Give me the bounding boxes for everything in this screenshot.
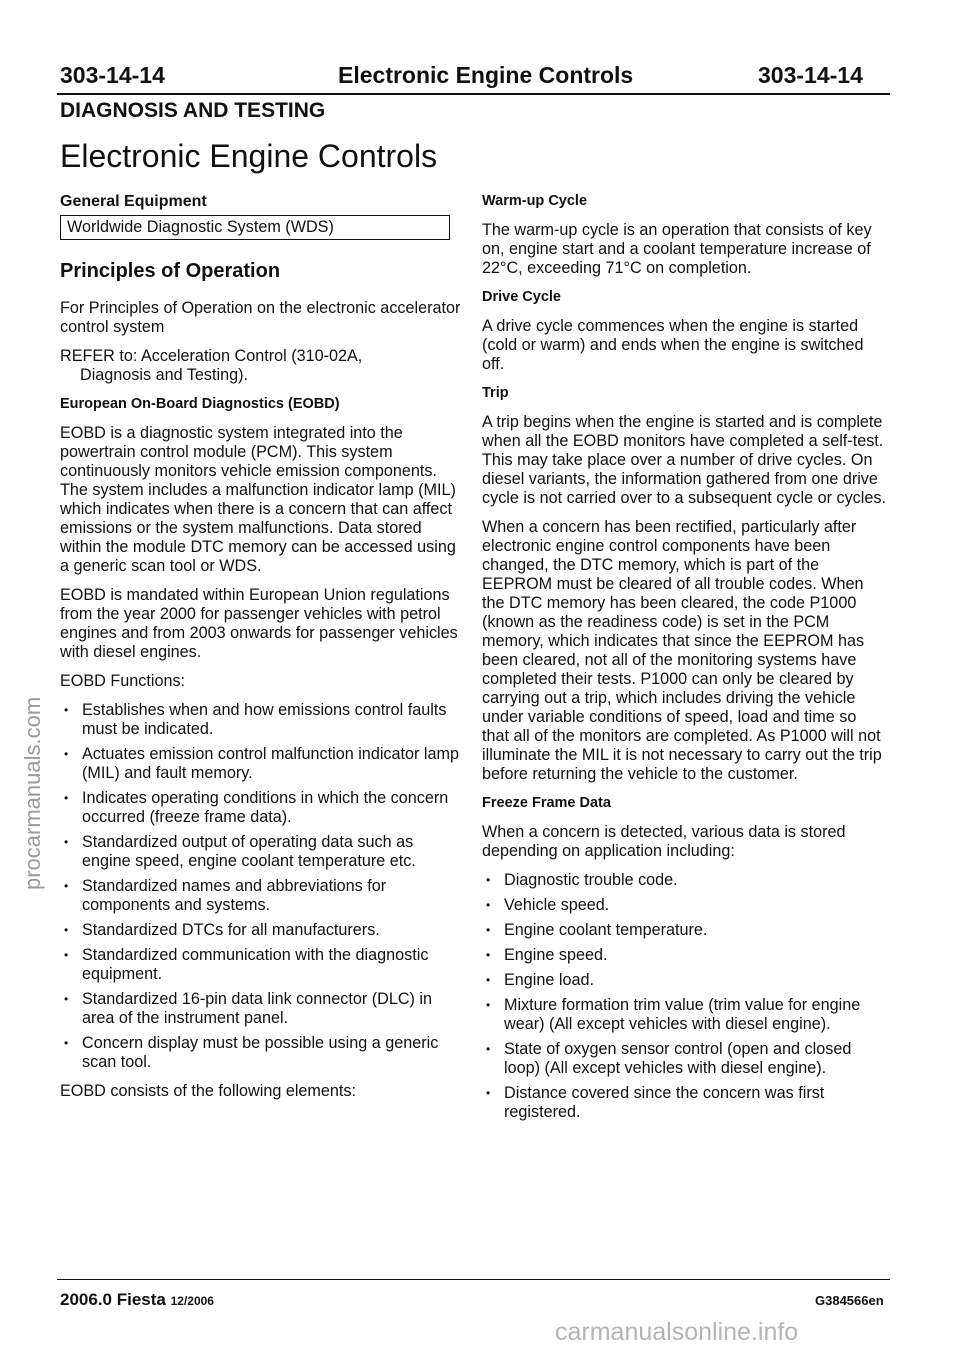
header-rule bbox=[57, 93, 890, 95]
principles-heading: Principles of Operation bbox=[60, 260, 281, 282]
drive-cycle-heading: Drive Cycle bbox=[482, 289, 561, 305]
equipment-table-cell: Worldwide Diagnostic System (WDS) bbox=[60, 215, 450, 240]
functions-label: EOBD Functions: bbox=[60, 672, 186, 690]
list-item: • Standardized communication with the diagnostic equipment. bbox=[60, 946, 465, 984]
eobd-paragraph-2: EOBD is mandated within European Union regulations from the year 2000 for passenger vehicles with petrol engines and from 2003 onwards for passenger vehicles with diesel engines. bbox=[60, 586, 458, 661]
bottom-watermark: carmanualsonline.info bbox=[555, 1318, 799, 1346]
trip-text: A trip begins when the engine is started and is complete when all the EOBD monitors have completed a self-test. This may take place over a number of drive cycles. On diesel variants, the information gathered from one drive cycle is not carried over to a subsequent cycle or cycles. bbox=[482, 413, 886, 507]
principles-text: For Principles of Operation on the electronic accelerator control system bbox=[60, 299, 461, 336]
trip-heading: Trip bbox=[482, 385, 509, 401]
list-item: • Engine load. bbox=[482, 971, 887, 990]
list-item: • Actuates emission control malfunction indicator lamp (MIL) and fault memory. bbox=[60, 745, 465, 783]
header-title: Electronic Engine Controls bbox=[338, 62, 634, 88]
list-item: • Diagnostic trouble code. bbox=[482, 871, 887, 890]
warmup-heading: Warm-up Cycle bbox=[482, 193, 588, 209]
right-column bbox=[482, 192, 887, 1132]
list-item: • State of oxygen sensor control (open and closed loop) (All except vehicles with diesel engine). bbox=[482, 1040, 887, 1078]
list-item: • Establishes when and how emissions control faults must be indicated. bbox=[60, 701, 465, 739]
refer-link[interactable]: REFER to: Acceleration Control (310-02A, bbox=[60, 347, 363, 365]
refer-paragraph bbox=[60, 347, 465, 385]
list-item: • Indicates operating conditions in which the concern occurred (freeze frame data). bbox=[60, 789, 465, 827]
list-item: • Mixture formation trim value (trim value for engine wear) (All except vehicles with diesel engine). bbox=[482, 996, 887, 1034]
page-title: Electronic Engine Controls bbox=[60, 138, 438, 174]
page-number-right: 303-14-14 bbox=[758, 62, 863, 88]
freeze-frame-list bbox=[482, 871, 887, 1122]
eobd-paragraph-1: EOBD is a diagnostic system integrated into the powertrain control module (PCM). This system continuously monitors vehicle emission components. The system includes a malfunction indicator lamp (MIL) which indicates when there is a concern that can affect emissions or the system malfunctions. Data stored within the module DTC memory can be accessed using a generic scan tool or WDS. bbox=[60, 424, 456, 575]
list-item: • Engine speed. bbox=[482, 946, 887, 965]
left-column bbox=[60, 192, 465, 1111]
general-equipment-heading: General Equipment bbox=[60, 193, 207, 210]
refer-link-continued[interactable]: Diagnosis and Testing). bbox=[80, 366, 248, 384]
footer-model bbox=[60, 1290, 214, 1310]
footer-rule bbox=[57, 1279, 890, 1280]
drive-cycle-text: A drive cycle commences when the engine is started (cold or warm) and ends when the engine is switched off. bbox=[482, 317, 864, 373]
freeze-frame-heading: Freeze Frame Data bbox=[482, 795, 611, 811]
list-item: • Standardized output of operating data such as engine speed, engine coolant temperature etc. bbox=[60, 833, 465, 871]
concern-text: When a concern has been rectified, particularly after electronic engine control components have been changed, the DTC memory, which is part of the EEPROM must be cleared of all trouble codes. When the DTC memory has been cleared, the code P1000 (known as the readiness code) is set in the PCM memory, which indicates that since the EEPROM has been cleared, not all of the monitoring systems have completed their tests. P1000 can only be cleared by carrying out a trip, which includes driving the vehicle under variable conditions of speed, load and time so that all of the monitors are completed. As P1000 will not illuminate the MIL it is not necessary to carry out the trip before returning the vehicle to the customer. bbox=[482, 518, 882, 783]
list-item: • Distance covered since the concern was first registered. bbox=[482, 1084, 887, 1122]
warmup-text: The warm-up cycle is an operation that consists of key on, engine start and a coolant temperature increase of 22°C, exceeding 71°C on completion. bbox=[482, 221, 872, 277]
footer-model-name: 2006.0 Fiesta bbox=[60, 1290, 166, 1309]
list-item: • Standardized DTCs for all manufacturers. bbox=[60, 921, 465, 940]
list-item: • Concern display must be possible using a generic scan tool. bbox=[60, 1034, 465, 1072]
list-item: • Engine coolant temperature. bbox=[482, 921, 887, 940]
page-number-left: 303-14-14 bbox=[60, 62, 165, 88]
eobd-heading: European On-Board Diagnostics (EOBD) bbox=[60, 396, 340, 412]
list-item: • Standardized 16-pin data link connector (DLC) in area of the instrument panel. bbox=[60, 990, 465, 1028]
footer-date: 12/2006 bbox=[170, 1294, 214, 1308]
list-item: • Standardized names and abbreviations for components and systems. bbox=[60, 877, 465, 915]
list-item: • Vehicle speed. bbox=[482, 896, 887, 915]
elements-line: EOBD consists of the following elements: bbox=[60, 1082, 357, 1100]
footer-code: G384566en bbox=[815, 1293, 884, 1308]
freeze-frame-text: When a concern is detected, various data is stored depending on application including: bbox=[482, 823, 846, 860]
eobd-functions-list bbox=[60, 701, 465, 1072]
section-heading: DIAGNOSIS AND TESTING bbox=[60, 99, 326, 122]
side-watermark: procarmanuals.com bbox=[20, 696, 45, 890]
